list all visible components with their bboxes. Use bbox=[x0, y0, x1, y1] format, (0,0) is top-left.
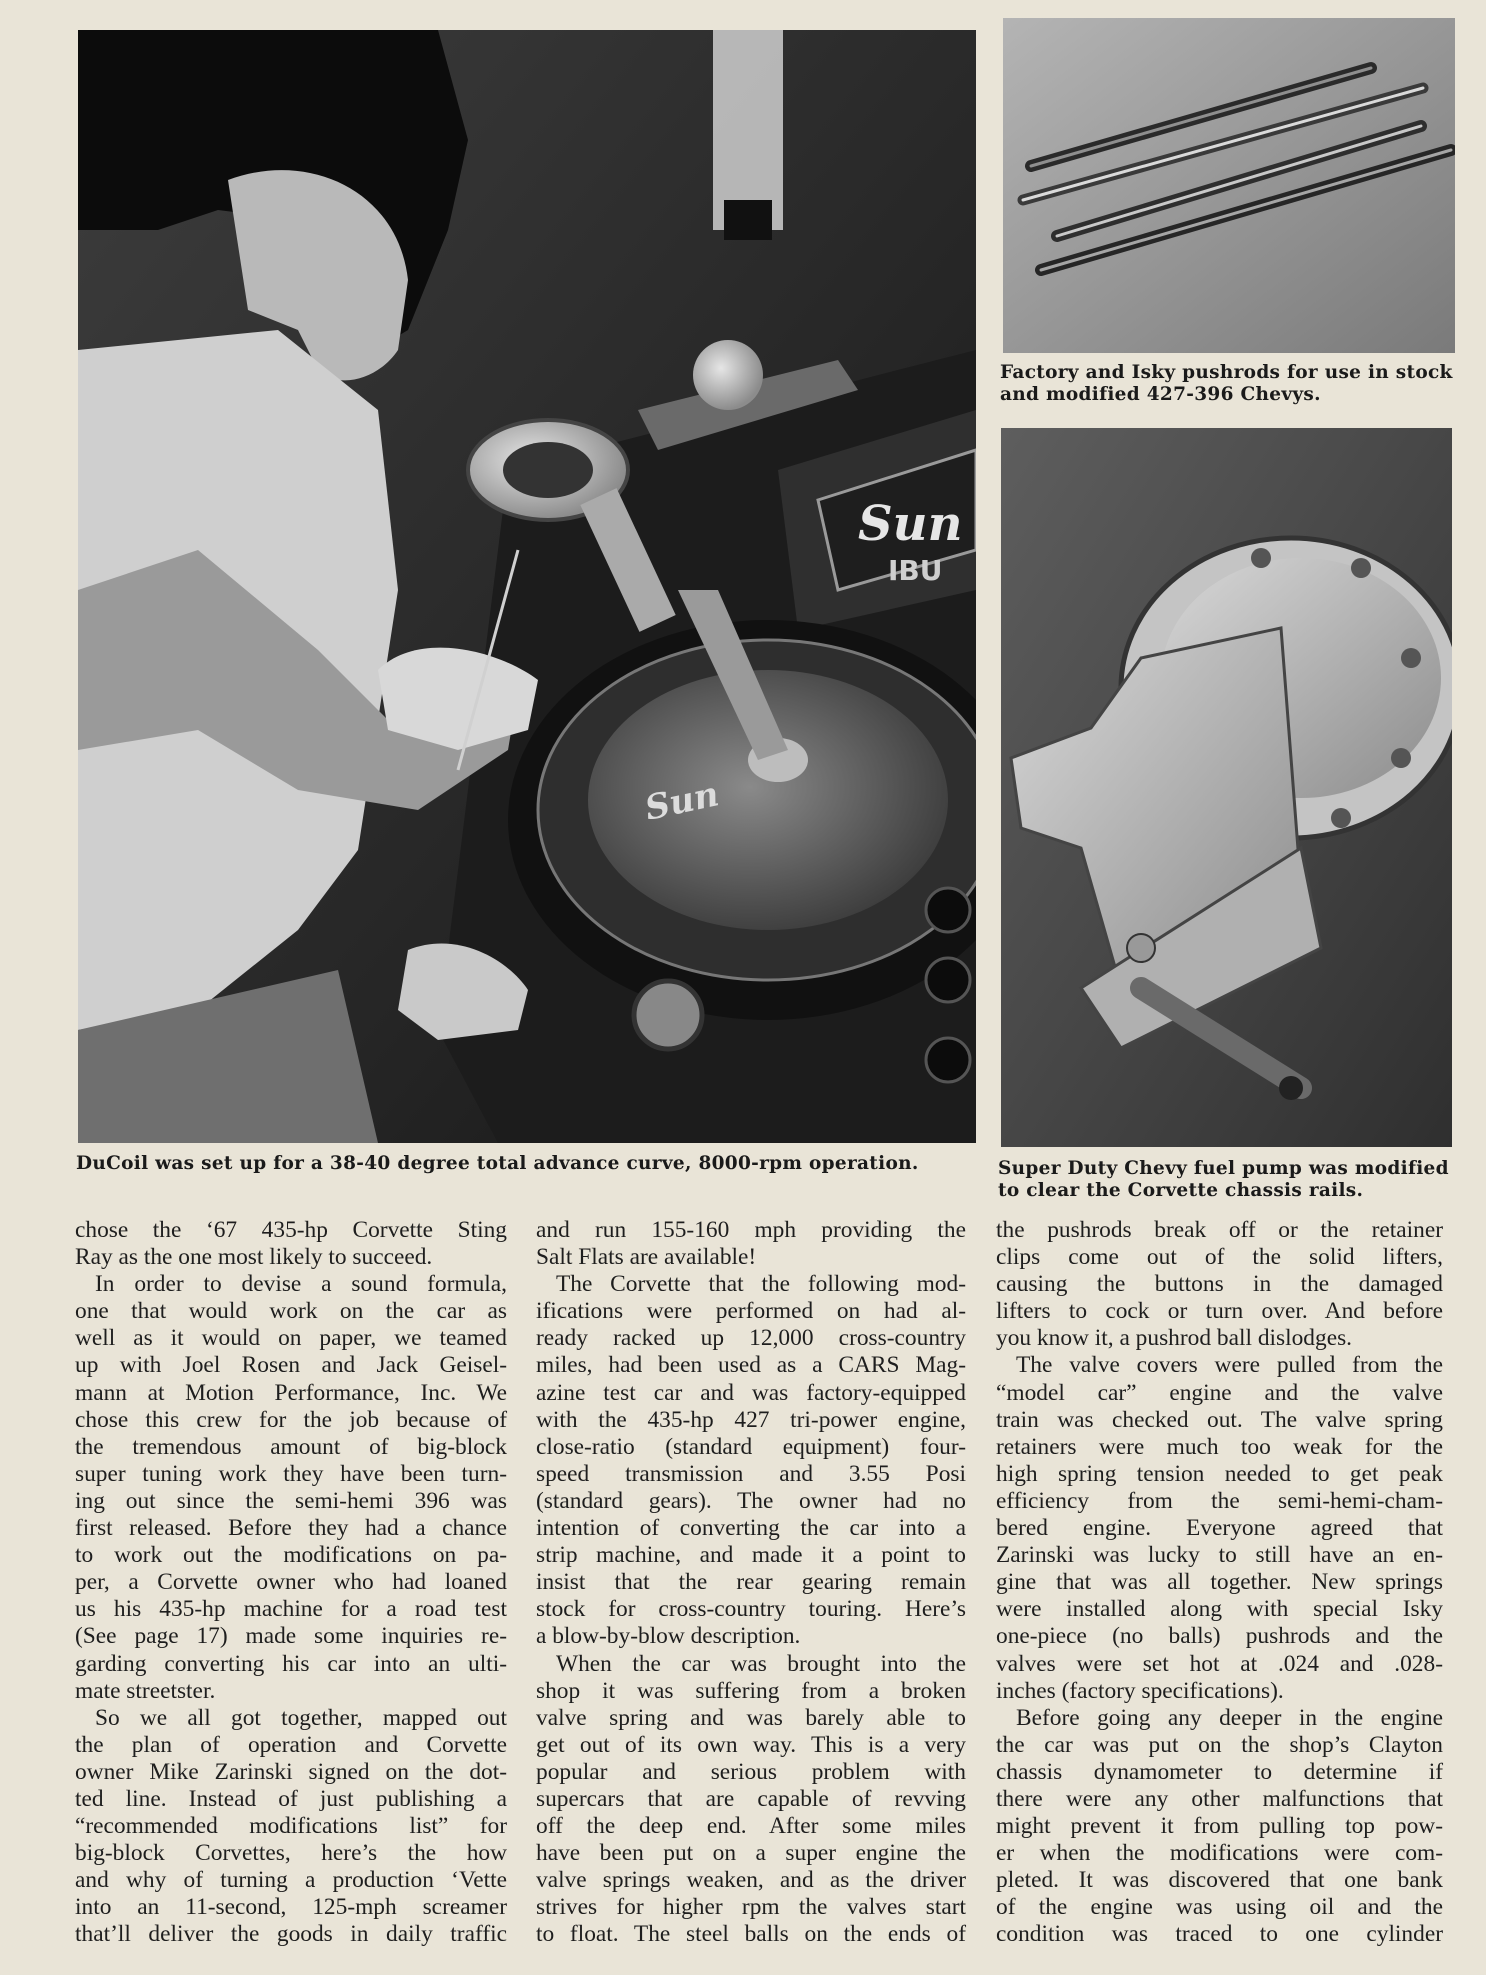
article-line: “recommended modifications list” for bbox=[75, 1813, 507, 1840]
article-line: off the deep end. After some miles bbox=[536, 1813, 966, 1840]
article-line: er when the modifications were com- bbox=[996, 1840, 1443, 1867]
article-line: into an 11-second, 125-mph screamer bbox=[75, 1894, 507, 1921]
article-column-2 bbox=[536, 1217, 966, 1949]
article-line: chose the ‘67 435-hp Corvette Sting bbox=[75, 1217, 507, 1243]
article-line: ifications were performed on had al- bbox=[536, 1298, 966, 1325]
article-line: mann at Motion Performance, Inc. We bbox=[75, 1379, 507, 1406]
article-line: inches (factory specifications). bbox=[996, 1677, 1284, 1704]
article-line: gine that was all together. New springs bbox=[996, 1569, 1443, 1596]
article-line: In order to devise a sound formula, bbox=[95, 1271, 507, 1298]
sun-disc-logo: Sun bbox=[641, 774, 723, 829]
article-line: train was checked out. The valve spring bbox=[996, 1406, 1443, 1433]
article-line: big-block Corvettes, here’s the how bbox=[75, 1840, 507, 1867]
article-line: pleted. It was discovered that one bank bbox=[996, 1867, 1443, 1894]
article-line: close-ratio (standard equipment) four- bbox=[536, 1433, 966, 1460]
article-line: (standard gears). The owner had no bbox=[536, 1487, 966, 1514]
article-line: speed transmission and 3.55 Posi bbox=[536, 1460, 966, 1487]
article-line: The Corvette that the following mod- bbox=[556, 1271, 966, 1298]
article-line: The valve covers were pulled from the bbox=[1016, 1352, 1443, 1379]
article-line: retainers were much too weak for the bbox=[996, 1433, 1443, 1460]
article-line: bered engine. Everyone agreed that bbox=[996, 1515, 1443, 1542]
article-line: that’ll deliver the goods in daily traffic bbox=[75, 1921, 507, 1948]
article-line: stock for cross-country touring. Here’s bbox=[536, 1596, 966, 1623]
article-line: to float. The steel balls on the ends of bbox=[536, 1921, 966, 1948]
article-line: condition was traced to one cylinder bbox=[996, 1921, 1443, 1948]
photo-fuel-pump bbox=[1001, 428, 1452, 1147]
caption-pushrods: Factory and Isky pushrods for use in stock and modified 427-396 Chevys. bbox=[1000, 362, 1453, 405]
article-line: (See page 17) made some inquiries re- bbox=[75, 1623, 507, 1650]
article-line: Before going any deeper in the engine bbox=[1016, 1704, 1443, 1731]
article-line: strives for higher rpm the valves start bbox=[536, 1894, 966, 1921]
article-line: popular and serious problem with bbox=[536, 1758, 966, 1785]
sun-sign-text: Sun bbox=[858, 496, 963, 552]
article-line: strip machine, and made it a point to bbox=[536, 1542, 966, 1569]
article-line: efficiency from the semi-hemi-cham- bbox=[996, 1487, 1443, 1514]
article-line: one-piece (no balls) pushrods and the bbox=[996, 1623, 1443, 1650]
article-line: get out of its own way. This is a very bbox=[536, 1731, 966, 1758]
article-line: shop it was suffering from a broken bbox=[536, 1677, 966, 1704]
article-line: insist that the rear gearing remain bbox=[536, 1569, 966, 1596]
article-line: the pushrods break off or the retainer bbox=[996, 1217, 1443, 1243]
article-line: intention of converting the car into a bbox=[536, 1515, 966, 1542]
article-line: high spring tension needed to get peak bbox=[996, 1460, 1443, 1487]
article-line: might prevent it from pulling top pow- bbox=[996, 1813, 1443, 1840]
article-line: with the 435-hp 427 tri-power engine, bbox=[536, 1406, 966, 1433]
article-line: valve springs weaken, and as the driver bbox=[536, 1867, 966, 1894]
article-line: and run 155-160 mph providing the bbox=[536, 1217, 966, 1243]
article-line: Zarinski was lucky to still have an en- bbox=[996, 1542, 1443, 1569]
article-line: When the car was brought into the bbox=[556, 1650, 966, 1677]
article-line: of the engine was using oil and the bbox=[996, 1894, 1443, 1921]
article-line: the plan of operation and Corvette bbox=[75, 1731, 507, 1758]
article-line: have been put on a super engine the bbox=[536, 1840, 966, 1867]
photo-distributor-machine bbox=[78, 30, 976, 1143]
article-line: a blow-by-blow description. bbox=[536, 1623, 801, 1650]
article-line: supercars that are capable of revving bbox=[536, 1785, 966, 1812]
article-line: one that would work on the car as bbox=[75, 1298, 507, 1325]
sun-sign-sub-text: IBU bbox=[888, 554, 943, 587]
article-line: ted line. Instead of just publishing a bbox=[75, 1785, 507, 1812]
article-line: miles, had been used as a CARS Mag- bbox=[536, 1352, 966, 1379]
article-line: So we all got together, mapped out bbox=[95, 1704, 507, 1731]
article-line: up with Joel Rosen and Jack Geisel- bbox=[75, 1352, 507, 1379]
article-line: and why of turning a production ‘Vette bbox=[75, 1867, 507, 1894]
article-line: garding converting his car into an ulti- bbox=[75, 1650, 507, 1677]
article-line: valves were set hot at .024 and .028- bbox=[996, 1650, 1443, 1677]
article-line: ready racked up 12,000 cross-country bbox=[536, 1325, 966, 1352]
article-line: chose this crew for the job because of bbox=[75, 1406, 507, 1433]
article-line: the tremendous amount of big-block bbox=[75, 1433, 507, 1460]
article-line: mate streetster. bbox=[75, 1677, 216, 1704]
article-line: first released. Before they had a chance bbox=[75, 1515, 507, 1542]
article-line: valve spring and was barely able to bbox=[536, 1704, 966, 1731]
article-line: clips come out of the solid lifters, bbox=[996, 1244, 1443, 1271]
article-line: causing the buttons in the damaged bbox=[996, 1271, 1443, 1298]
article-line: chassis dynamometer to determine if bbox=[996, 1758, 1443, 1785]
article-column-3 bbox=[996, 1217, 1443, 1949]
article-line: azine test car and was factory-equipped bbox=[536, 1379, 966, 1406]
article-line: to work out the modifications on pa- bbox=[75, 1542, 507, 1569]
article-line: there were any other malfunctions that bbox=[996, 1785, 1443, 1812]
article-line: lifters to cock or turn over. And before bbox=[996, 1298, 1443, 1325]
article-line: were installed along with special Isky bbox=[996, 1596, 1443, 1623]
article-line: you know it, a pushrod ball dislodges. bbox=[996, 1325, 1353, 1352]
article-line: owner Mike Zarinski signed on the dot- bbox=[75, 1758, 507, 1785]
article-line: ing out since the semi-hemi 396 was bbox=[75, 1487, 507, 1514]
article-line: us his 435-hp machine for a road test bbox=[75, 1596, 507, 1623]
photo-pushrods bbox=[1003, 18, 1455, 353]
article-column-1 bbox=[75, 1217, 507, 1949]
article-line: the car was put on the shop’s Clayton bbox=[996, 1731, 1443, 1758]
caption-fuel-pump: Super Duty Chevy fuel pump was modified to clear the Corvette chassis rails. bbox=[998, 1158, 1449, 1201]
article-line: super tuning work they have been turn- bbox=[75, 1460, 507, 1487]
caption-distributor-machine: DuCoil was set up for a 38-40 degree total advance curve, 8000-rpm operation. bbox=[76, 1153, 919, 1174]
article-line: well as it would on paper, we teamed bbox=[75, 1325, 507, 1352]
article-line: per, a Corvette owner who had loaned bbox=[75, 1569, 507, 1596]
article-line: Salt Flats are available! bbox=[536, 1244, 757, 1271]
article-line: Ray as the one most likely to succeed. bbox=[75, 1244, 433, 1271]
article-line: “model car” engine and the valve bbox=[996, 1379, 1443, 1406]
